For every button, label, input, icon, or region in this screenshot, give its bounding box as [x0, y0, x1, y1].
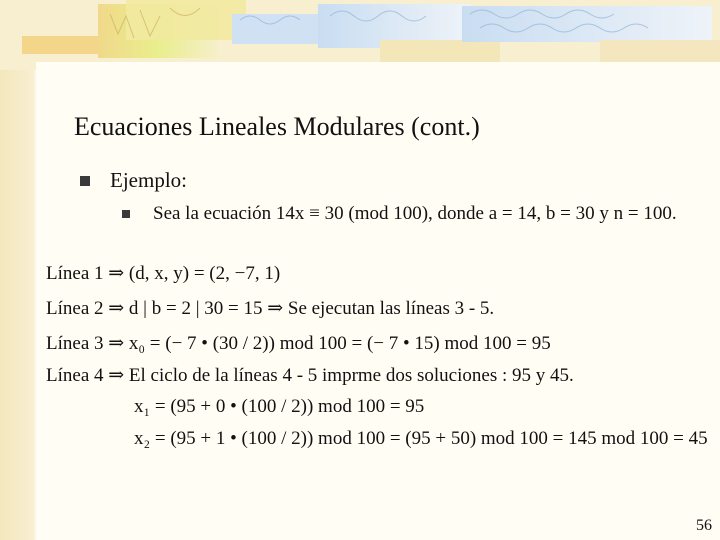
math-line-x2: x₂ = (95 + 1 • (100 / 2)) mod 100 = (95 + 50) mod 100 = 145 mod 100 = 45 — [134, 428, 708, 449]
math-line-x1: x₁ = (95 + 0 • (100 / 2)) mod 100 = 95 — [134, 396, 425, 417]
math-line-2: Línea 2 ⇒ d | b = 2 | 30 = 15 ⇒ Se ejecutan las líneas 3 - 5. — [46, 298, 495, 319]
math-line-1: Línea 1 ⇒ (d, x, y) = (2, −7, 1) — [46, 263, 281, 284]
square-bullet-icon — [80, 176, 90, 186]
bullet-level-1-text: Ejemplo: — [110, 168, 187, 192]
left-decorative-strip — [0, 0, 34, 540]
bullet-level-2-text: Sea la ecuación 14x ≡ 30 (mod 100), donde a = 14, b = 30 y n = 100. — [153, 203, 677, 224]
slide-title: Ecuaciones Lineales Modulares (cont.) — [74, 112, 480, 141]
page-number: 56 — [696, 517, 712, 534]
square-bullet-icon — [122, 210, 130, 218]
math-line-3: Línea 3 ⇒ x₀ = (− 7 • (30 / 2)) mod 100 = (− 7 • 15) mod 100 = 95 — [46, 333, 551, 354]
math-line-4: Línea 4 ⇒ El ciclo de la líneas 4 - 5 imprme dos soluciones : 95 y 45. — [46, 365, 574, 386]
